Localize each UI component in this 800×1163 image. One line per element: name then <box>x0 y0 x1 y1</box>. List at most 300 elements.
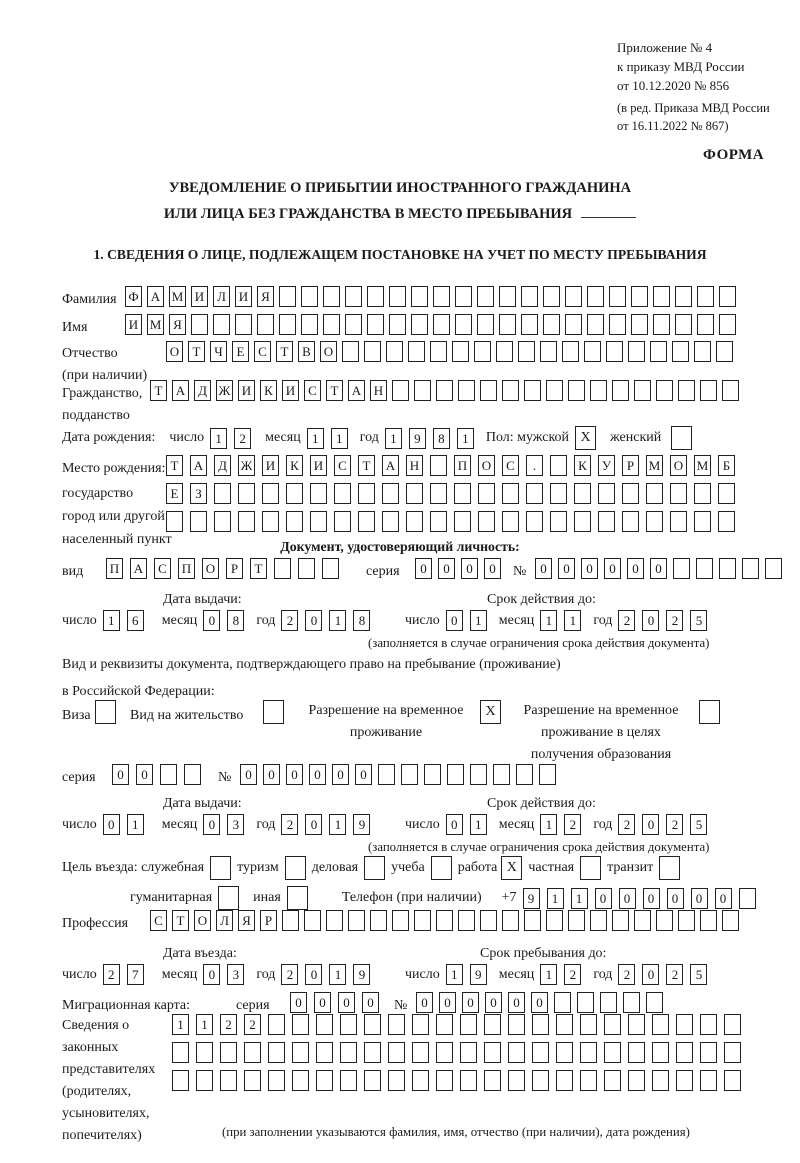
char-box[interactable] <box>623 992 640 1013</box>
char-box[interactable] <box>370 910 387 931</box>
char-box[interactable]: 9 <box>409 428 426 449</box>
char-box[interactable]: 0 <box>290 992 307 1013</box>
char-box[interactable]: М <box>694 455 711 476</box>
char-box[interactable]: П <box>454 455 471 476</box>
char-box[interactable]: К <box>286 455 303 476</box>
char-box[interactable] <box>722 910 739 931</box>
char-box[interactable]: Я <box>257 286 274 307</box>
char-box[interactable]: Т <box>166 455 183 476</box>
char-box[interactable]: 0 <box>667 888 684 909</box>
char-box[interactable] <box>724 1014 741 1035</box>
char-box[interactable]: А <box>382 455 399 476</box>
char-box[interactable] <box>478 483 495 504</box>
char-box[interactable] <box>539 764 556 785</box>
char-box[interactable] <box>262 511 279 532</box>
char-box[interactable]: 0 <box>581 558 598 579</box>
char-box[interactable] <box>274 558 291 579</box>
char-box[interactable] <box>590 910 607 931</box>
char-box[interactable] <box>364 1042 381 1063</box>
char-box[interactable]: Л <box>213 286 230 307</box>
char-box[interactable]: 0 <box>305 610 322 631</box>
char-box[interactable] <box>389 314 406 335</box>
char-box[interactable] <box>631 314 648 335</box>
char-box[interactable] <box>609 286 626 307</box>
char-box[interactable] <box>568 380 585 401</box>
char-box[interactable] <box>556 1042 573 1063</box>
char-box[interactable]: 2 <box>103 964 120 985</box>
char-box[interactable]: 0 <box>362 992 379 1013</box>
char-box[interactable]: Т <box>276 341 293 362</box>
char-box[interactable] <box>323 286 340 307</box>
char-box[interactable]: 1 <box>127 814 144 835</box>
char-box[interactable]: 0 <box>642 964 659 985</box>
char-box[interactable] <box>543 314 560 335</box>
char-box[interactable] <box>556 1014 573 1035</box>
char-box[interactable]: 0 <box>462 992 479 1013</box>
char-box[interactable] <box>694 511 711 532</box>
char-box[interactable] <box>532 1042 549 1063</box>
char-box[interactable] <box>322 558 339 579</box>
char-box[interactable] <box>678 380 695 401</box>
study-checkbox[interactable] <box>431 856 452 880</box>
char-box[interactable] <box>508 1070 525 1091</box>
char-box[interactable]: 8 <box>227 610 244 631</box>
char-box[interactable] <box>580 1042 597 1063</box>
char-box[interactable]: 0 <box>286 764 303 785</box>
char-box[interactable] <box>652 1042 669 1063</box>
char-box[interactable] <box>550 455 567 476</box>
char-box[interactable]: О <box>670 455 687 476</box>
char-box[interactable] <box>430 483 447 504</box>
char-box[interactable] <box>282 910 299 931</box>
char-box[interactable] <box>652 1070 669 1091</box>
char-box[interactable] <box>587 314 604 335</box>
char-box[interactable]: 0 <box>112 764 129 785</box>
char-box[interactable]: Т <box>172 910 189 931</box>
char-box[interactable] <box>580 1014 597 1035</box>
char-box[interactable] <box>719 558 736 579</box>
char-box[interactable] <box>598 483 615 504</box>
char-box[interactable] <box>532 1014 549 1035</box>
char-box[interactable]: Е <box>166 483 183 504</box>
char-box[interactable]: Б <box>718 455 735 476</box>
char-box[interactable]: 0 <box>438 558 455 579</box>
char-box[interactable] <box>600 992 617 1013</box>
char-box[interactable] <box>414 380 431 401</box>
char-box[interactable] <box>220 1042 237 1063</box>
char-box[interactable] <box>550 483 567 504</box>
char-box[interactable] <box>480 380 497 401</box>
char-box[interactable] <box>493 764 510 785</box>
char-box[interactable]: 1 <box>329 964 346 985</box>
char-box[interactable]: 1 <box>385 428 402 449</box>
char-box[interactable] <box>580 1070 597 1091</box>
char-box[interactable]: Я <box>238 910 255 931</box>
char-box[interactable] <box>724 1042 741 1063</box>
private-checkbox[interactable] <box>580 856 601 880</box>
char-box[interactable] <box>310 511 327 532</box>
char-box[interactable] <box>340 1014 357 1035</box>
char-box[interactable] <box>524 380 541 401</box>
char-box[interactable]: 2 <box>234 428 251 449</box>
char-box[interactable] <box>244 1070 261 1091</box>
char-box[interactable]: О <box>320 341 337 362</box>
char-box[interactable] <box>454 483 471 504</box>
char-box[interactable] <box>502 511 519 532</box>
char-box[interactable] <box>508 1014 525 1035</box>
char-box[interactable] <box>323 314 340 335</box>
char-box[interactable]: К <box>574 455 591 476</box>
char-box[interactable]: 2 <box>564 964 581 985</box>
char-box[interactable]: 0 <box>650 558 667 579</box>
char-box[interactable] <box>367 286 384 307</box>
char-box[interactable] <box>430 511 447 532</box>
char-box[interactable]: И <box>262 455 279 476</box>
char-box[interactable] <box>477 286 494 307</box>
char-box[interactable] <box>697 314 714 335</box>
char-box[interactable]: П <box>178 558 195 579</box>
char-box[interactable] <box>502 380 519 401</box>
char-box[interactable] <box>340 1042 357 1063</box>
char-box[interactable] <box>604 1042 621 1063</box>
char-box[interactable] <box>628 1014 645 1035</box>
char-box[interactable]: 1 <box>307 428 324 449</box>
char-box[interactable]: Т <box>358 455 375 476</box>
char-box[interactable] <box>292 1070 309 1091</box>
char-box[interactable]: С <box>254 341 271 362</box>
char-box[interactable]: 0 <box>484 558 501 579</box>
char-box[interactable] <box>634 380 651 401</box>
char-box[interactable] <box>358 511 375 532</box>
business-checkbox[interactable] <box>364 856 385 880</box>
char-box[interactable] <box>172 1042 189 1063</box>
char-box[interactable] <box>436 910 453 931</box>
char-box[interactable] <box>364 1070 381 1091</box>
char-box[interactable]: 0 <box>203 610 220 631</box>
female-checkbox[interactable] <box>671 426 692 450</box>
char-box[interactable] <box>628 1042 645 1063</box>
char-box[interactable] <box>238 483 255 504</box>
char-box[interactable] <box>678 910 695 931</box>
char-box[interactable] <box>556 1070 573 1091</box>
char-box[interactable] <box>436 1070 453 1091</box>
char-box[interactable]: А <box>172 380 189 401</box>
char-box[interactable]: К <box>260 380 277 401</box>
char-box[interactable]: Т <box>250 558 267 579</box>
char-box[interactable] <box>348 910 365 931</box>
char-box[interactable] <box>565 314 582 335</box>
char-box[interactable] <box>172 1070 189 1091</box>
char-box[interactable] <box>184 764 201 785</box>
char-box[interactable] <box>268 1014 285 1035</box>
char-box[interactable] <box>700 1070 717 1091</box>
char-box[interactable]: 9 <box>353 814 370 835</box>
char-box[interactable] <box>433 286 450 307</box>
char-box[interactable] <box>286 511 303 532</box>
char-box[interactable] <box>214 483 231 504</box>
char-box[interactable] <box>340 1070 357 1091</box>
char-box[interactable]: 0 <box>240 764 257 785</box>
char-box[interactable] <box>382 511 399 532</box>
char-box[interactable] <box>484 1014 501 1035</box>
char-box[interactable] <box>676 1042 693 1063</box>
char-box[interactable] <box>406 483 423 504</box>
char-box[interactable]: 0 <box>691 888 708 909</box>
char-box[interactable] <box>656 910 673 931</box>
char-box[interactable]: 0 <box>627 558 644 579</box>
char-box[interactable]: 2 <box>220 1014 237 1035</box>
char-box[interactable] <box>406 511 423 532</box>
char-box[interactable]: Р <box>226 558 243 579</box>
char-box[interactable] <box>694 341 711 362</box>
char-box[interactable] <box>460 1070 477 1091</box>
char-box[interactable] <box>675 314 692 335</box>
char-box[interactable] <box>646 483 663 504</box>
char-box[interactable] <box>436 380 453 401</box>
char-box[interactable]: А <box>190 455 207 476</box>
char-box[interactable] <box>554 992 571 1013</box>
char-box[interactable] <box>196 1070 213 1091</box>
char-box[interactable] <box>411 314 428 335</box>
char-box[interactable] <box>628 341 645 362</box>
char-box[interactable]: Н <box>370 380 387 401</box>
char-box[interactable]: 0 <box>643 888 660 909</box>
char-box[interactable]: Д <box>194 380 211 401</box>
char-box[interactable] <box>235 314 252 335</box>
char-box[interactable] <box>622 483 639 504</box>
char-box[interactable] <box>388 1014 405 1035</box>
char-box[interactable] <box>568 910 585 931</box>
char-box[interactable]: А <box>348 380 365 401</box>
char-box[interactable] <box>414 910 431 931</box>
char-box[interactable]: П <box>106 558 123 579</box>
char-box[interactable] <box>196 1042 213 1063</box>
char-box[interactable] <box>604 1070 621 1091</box>
char-box[interactable]: И <box>191 286 208 307</box>
char-box[interactable] <box>478 511 495 532</box>
char-box[interactable] <box>334 483 351 504</box>
char-box[interactable] <box>484 1042 501 1063</box>
char-box[interactable]: 1 <box>540 964 557 985</box>
char-box[interactable]: 2 <box>281 610 298 631</box>
char-box[interactable] <box>326 910 343 931</box>
char-box[interactable] <box>408 341 425 362</box>
char-box[interactable]: Т <box>188 341 205 362</box>
char-box[interactable]: А <box>147 286 164 307</box>
char-box[interactable] <box>622 511 639 532</box>
char-box[interactable]: 0 <box>203 964 220 985</box>
char-box[interactable] <box>719 286 736 307</box>
char-box[interactable]: 0 <box>446 610 463 631</box>
char-box[interactable]: 3 <box>227 814 244 835</box>
char-box[interactable] <box>606 341 623 362</box>
char-box[interactable] <box>716 341 733 362</box>
char-box[interactable] <box>452 341 469 362</box>
char-box[interactable]: 1 <box>547 888 564 909</box>
char-box[interactable]: Р <box>260 910 277 931</box>
char-box[interactable] <box>670 483 687 504</box>
char-box[interactable] <box>392 380 409 401</box>
char-box[interactable] <box>562 341 579 362</box>
char-box[interactable] <box>516 764 533 785</box>
char-box[interactable] <box>700 1014 717 1035</box>
char-box[interactable] <box>584 341 601 362</box>
char-box[interactable] <box>460 1042 477 1063</box>
char-box[interactable]: И <box>238 380 255 401</box>
char-box[interactable] <box>612 380 629 401</box>
char-box[interactable]: 0 <box>305 964 322 985</box>
char-box[interactable]: М <box>169 286 186 307</box>
char-box[interactable]: 0 <box>439 992 456 1013</box>
char-box[interactable] <box>508 1042 525 1063</box>
char-box[interactable] <box>722 380 739 401</box>
char-box[interactable] <box>412 1042 429 1063</box>
visa-checkbox[interactable] <box>95 700 116 724</box>
char-box[interactable] <box>650 341 667 362</box>
char-box[interactable] <box>310 483 327 504</box>
char-box[interactable] <box>739 888 756 909</box>
char-box[interactable]: И <box>125 314 142 335</box>
char-box[interactable]: 2 <box>666 610 683 631</box>
char-box[interactable]: С <box>150 910 167 931</box>
char-box[interactable] <box>484 1070 501 1091</box>
char-box[interactable] <box>546 910 563 931</box>
char-box[interactable]: 2 <box>618 964 635 985</box>
tourism-checkbox[interactable] <box>285 856 306 880</box>
char-box[interactable]: 5 <box>690 964 707 985</box>
char-box[interactable]: О <box>166 341 183 362</box>
char-box[interactable] <box>392 910 409 931</box>
char-box[interactable]: 1 <box>172 1014 189 1035</box>
char-box[interactable]: 1 <box>540 610 557 631</box>
official-checkbox[interactable] <box>210 856 231 880</box>
char-box[interactable]: 2 <box>281 814 298 835</box>
char-box[interactable]: . <box>526 455 543 476</box>
char-box[interactable]: 0 <box>461 558 478 579</box>
char-box[interactable] <box>455 314 472 335</box>
char-box[interactable] <box>673 558 690 579</box>
char-box[interactable] <box>521 286 538 307</box>
char-box[interactable]: 1 <box>210 428 227 449</box>
char-box[interactable] <box>672 341 689 362</box>
char-box[interactable]: 2 <box>618 814 635 835</box>
char-box[interactable]: 0 <box>136 764 153 785</box>
char-box[interactable] <box>696 558 713 579</box>
char-box[interactable] <box>220 1070 237 1091</box>
char-box[interactable]: Т <box>150 380 167 401</box>
char-box[interactable]: 7 <box>127 964 144 985</box>
char-box[interactable] <box>378 764 395 785</box>
char-box[interactable]: 1 <box>457 428 474 449</box>
char-box[interactable] <box>502 483 519 504</box>
char-box[interactable] <box>598 511 615 532</box>
work-checkbox[interactable]: X <box>501 856 522 880</box>
char-box[interactable]: 3 <box>227 964 244 985</box>
char-box[interactable]: 9 <box>470 964 487 985</box>
char-box[interactable]: С <box>154 558 171 579</box>
male-checkbox[interactable]: X <box>575 426 596 450</box>
char-box[interactable]: И <box>310 455 327 476</box>
char-box[interactable]: 0 <box>531 992 548 1013</box>
char-box[interactable] <box>546 380 563 401</box>
char-box[interactable]: 1 <box>329 610 346 631</box>
char-box[interactable] <box>358 483 375 504</box>
char-box[interactable] <box>719 314 736 335</box>
char-box[interactable]: И <box>235 286 252 307</box>
char-box[interactable] <box>565 286 582 307</box>
char-box[interactable] <box>412 1014 429 1035</box>
char-box[interactable]: 0 <box>355 764 372 785</box>
char-box[interactable]: С <box>502 455 519 476</box>
char-box[interactable] <box>447 764 464 785</box>
char-box[interactable] <box>316 1070 333 1091</box>
char-box[interactable]: 1 <box>331 428 348 449</box>
char-box[interactable]: 1 <box>196 1014 213 1035</box>
char-box[interactable] <box>675 286 692 307</box>
char-box[interactable]: 0 <box>103 814 120 835</box>
other-checkbox[interactable] <box>287 886 308 910</box>
char-box[interactable] <box>364 1014 381 1035</box>
char-box[interactable] <box>526 483 543 504</box>
char-box[interactable]: 0 <box>416 992 433 1013</box>
char-box[interactable] <box>458 380 475 401</box>
char-box[interactable]: Р <box>622 455 639 476</box>
char-box[interactable]: О <box>202 558 219 579</box>
residence-permit-checkbox[interactable] <box>263 700 284 724</box>
char-box[interactable]: 1 <box>470 814 487 835</box>
char-box[interactable] <box>700 1042 717 1063</box>
char-box[interactable]: 1 <box>103 610 120 631</box>
char-box[interactable] <box>765 558 782 579</box>
char-box[interactable] <box>540 341 557 362</box>
char-box[interactable] <box>470 764 487 785</box>
char-box[interactable] <box>257 314 274 335</box>
char-box[interactable] <box>496 341 513 362</box>
char-box[interactable] <box>590 380 607 401</box>
char-box[interactable]: 2 <box>244 1014 261 1035</box>
char-box[interactable] <box>609 314 626 335</box>
char-box[interactable] <box>316 1042 333 1063</box>
char-box[interactable]: 9 <box>523 888 540 909</box>
char-box[interactable] <box>499 286 516 307</box>
char-box[interactable] <box>652 1014 669 1035</box>
char-box[interactable]: 2 <box>618 610 635 631</box>
humanitarian-checkbox[interactable] <box>218 886 239 910</box>
char-box[interactable] <box>700 380 717 401</box>
char-box[interactable]: С <box>334 455 351 476</box>
char-box[interactable] <box>364 341 381 362</box>
char-box[interactable]: 2 <box>564 814 581 835</box>
char-box[interactable]: Т <box>326 380 343 401</box>
char-box[interactable]: 6 <box>127 610 144 631</box>
char-box[interactable] <box>518 341 535 362</box>
char-box[interactable] <box>676 1070 693 1091</box>
char-box[interactable] <box>345 286 362 307</box>
char-box[interactable]: О <box>478 455 495 476</box>
edu-permit-checkbox[interactable] <box>699 700 720 724</box>
char-box[interactable] <box>436 1014 453 1035</box>
char-box[interactable]: 1 <box>564 610 581 631</box>
transit-checkbox[interactable] <box>659 856 680 880</box>
char-box[interactable] <box>454 511 471 532</box>
char-box[interactable] <box>724 1070 741 1091</box>
char-box[interactable]: 0 <box>508 992 525 1013</box>
char-box[interactable] <box>653 314 670 335</box>
char-box[interactable]: 0 <box>642 610 659 631</box>
char-box[interactable] <box>433 314 450 335</box>
char-box[interactable]: 1 <box>571 888 588 909</box>
char-box[interactable] <box>244 1042 261 1063</box>
